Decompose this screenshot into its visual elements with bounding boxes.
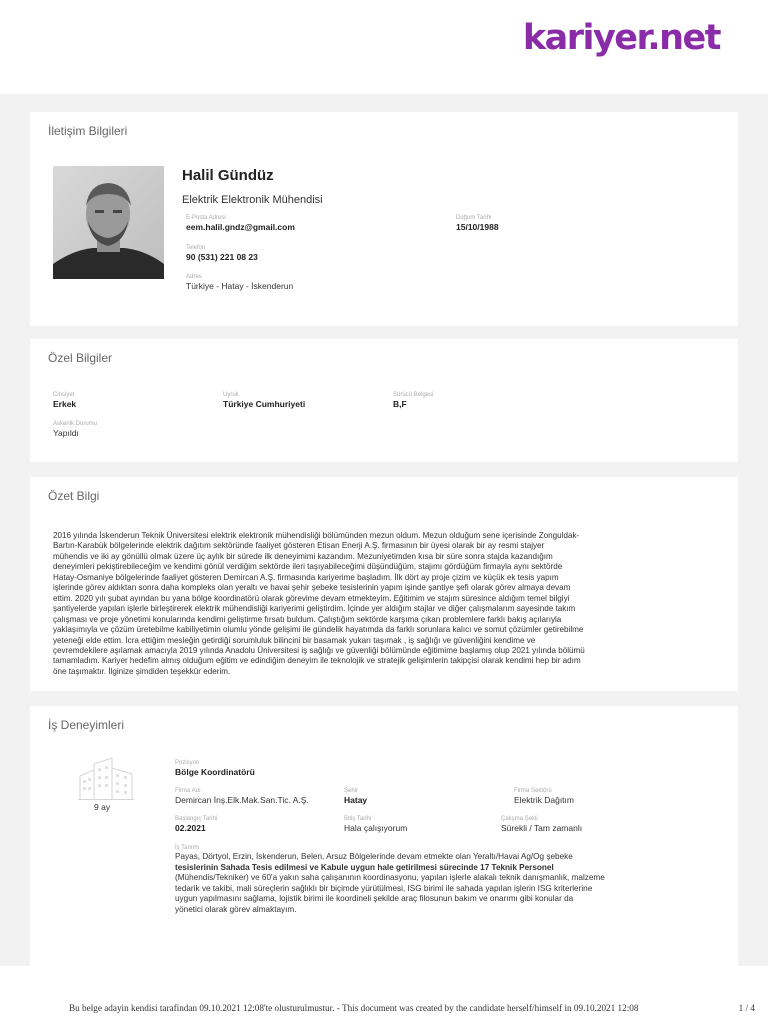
summary-card xyxy=(30,477,738,691)
experience-title: İş Deneyimleri xyxy=(48,718,125,732)
profile-photo-image xyxy=(53,166,164,279)
worktype-block xyxy=(501,816,582,833)
candidate-name: Halil Gündüz xyxy=(182,167,274,184)
page-number: 1 / 4 xyxy=(738,1003,755,1013)
sector-block xyxy=(514,788,574,805)
gender-label: Cinsiyet xyxy=(53,392,75,398)
summary-line: mühendis ve iki ay gönüllü olmak üzere üç aylık bir sürede ilk deneyimimi kazandım. Mezuniyetimden kısa bir süre sonra stajda kazandığım xyxy=(53,551,553,561)
license-block xyxy=(393,392,433,409)
summary-line: Bartın-Karabük bölgelerinde elektrik dağıtım sektöründe faaliyet gösteren Etisan Enerji A.Ş. firmasının bir üyesi olarak bir ay resmi stajyer xyxy=(53,541,545,551)
summary-line: çalışması ve proje yönetimi konularında kendimi geliştirme fırsatı buldum. Çalıştığım sektörde karşıma çıkan problemlere farklı bakış açılarıyla xyxy=(53,614,562,624)
license-label: Sürücü Belgesi xyxy=(393,392,434,398)
start-block xyxy=(175,816,217,833)
summary-line: çevremdekilere aşılamak amacıyla 2019 yılında Anadolu Üniversitesi iş sağlığı ve güvenliği bölümünde eğitimime başlamış olup 2021 yılında bölümü xyxy=(53,645,585,655)
nationality-value: Türkiye Cumhuriyeti xyxy=(223,399,306,409)
summary-line: şantiyelerde yapılan işlerle birleştirerek elektrik mühendisliği kariyerimi geliştirdim. İçinde yer aldığım stajlar ve diğer çalışmalarım sayesinde takım xyxy=(53,604,576,614)
summary-line: yaklaşımıyla ve çözüm üretebilme kabiliyetimin olumlu yönde gelişimi ile gündelik hayatımda da farklı sorunlara kalıcı ve somut çözümler getirebilme xyxy=(53,625,584,635)
summary-line: öne taşımaktır. İlginize şimdiden teşekkür ederim. xyxy=(53,666,231,676)
description-text xyxy=(175,852,715,915)
military-value: Yapıldı xyxy=(53,428,79,438)
start-label: Başlangıç Tarihi xyxy=(175,816,218,822)
city-block xyxy=(344,788,367,805)
email-block xyxy=(186,215,295,232)
phone-label: Telefon xyxy=(186,245,206,251)
summary-line: tamamladım. Kariyer hedefim almış olduğum eğitim ve edindiğim deneyim ile teknolojik ve stratejik gelişimlerin takipçisi olarak kendimi hep bir adım xyxy=(53,656,581,666)
position-value: Bölge Koordinatörü xyxy=(175,767,255,777)
email-value[interactable]: eem.halil.gndz@gmail.com xyxy=(186,222,295,232)
city-value: Hatay xyxy=(344,795,368,805)
start-value: 02.2021 xyxy=(175,823,206,833)
personal-title: Özel Bilgiler xyxy=(48,351,113,365)
phone-block xyxy=(186,245,258,262)
sector-label: Firma Sektörü xyxy=(514,788,552,794)
summary-line: deneyimleri pekiştirebileceğim ve kendimi gönül verdiğim sektörde ileri taşıyabileceğimi düşündüğüm, stajımı gördüğüm firmayla aynı sektörde xyxy=(53,562,563,572)
description-line: yönetici olarak görev almaktayım. xyxy=(175,904,297,914)
phone-value[interactable]: 90 (531) 221 08 23 xyxy=(186,252,258,262)
description-block xyxy=(175,845,715,915)
gender-block xyxy=(53,392,76,409)
footer xyxy=(0,966,768,1024)
summary-title: Özet Bilgi xyxy=(48,489,100,503)
top-bar xyxy=(0,0,768,94)
nationality-label: Uyruk xyxy=(223,392,239,398)
company-block xyxy=(175,788,309,805)
contact-title: İletişim Bilgileri xyxy=(48,124,128,138)
building-icon xyxy=(78,756,134,800)
candidate-job-title: Elektrik Elektronik Mühendisi xyxy=(182,194,323,206)
birth-label: Doğum Tarihi xyxy=(456,215,492,221)
description-line: tedarik ve takibi, mali süreçlerin sağlıklı bir biçimde yürütülmesi, ISG birimi ile sahada yapılan işlerin ISG kriterlerine xyxy=(175,883,593,893)
email-label: E-Posta Adresi xyxy=(186,215,226,221)
birth-value: 15/10/1988 xyxy=(456,222,499,232)
end-value: Hala çalışıyorum xyxy=(344,823,408,833)
description-line: (Mühendis/Tekniker) ve 60'a yakın saha çalışanının koordinasyonu, yapılan işlerle alakalı teknik danışmanlık, malzeme xyxy=(175,873,605,882)
description-line: uygun yapılmasını sağlama, lojistik birimi ile koordineli şekilde araç filosunun bakım ve onarımı gibi konular da xyxy=(175,894,574,903)
address-label: Adres xyxy=(186,274,202,280)
worktype-value: Sürekli / Tam zamanlı xyxy=(501,823,583,833)
position-block xyxy=(175,760,255,777)
company-value: Demircan İnş.Elk.Mak.San.Tic. A.Ş. xyxy=(175,795,309,805)
experience-duration: 9 ay xyxy=(94,802,111,812)
summary-line: yeteneği elde ettim. İcra ettiğim mesleğin getirdiği sorumluluk bilincini bir basamak yukarı taşımak , iş sağlığı ve güvenliğini kendime ve xyxy=(53,635,536,645)
summary-line: Hatay-Osmaniye bölgelerinde faaliyet gösteren Demircan A.Ş. firmasında kariyerime başladım. İlk dört ay proje çizim ve küçük ek tesis yapım xyxy=(53,572,559,582)
description-label: İş Tanımı xyxy=(175,845,200,851)
military-label: Askerlik Durumu xyxy=(53,421,98,427)
description-line: tesislerinin Sahada Tesis edilmesi ve Kabule uygun hale getirilmesi sürecinde 17 Teknik Personel xyxy=(175,862,554,872)
experience-card xyxy=(30,706,738,966)
footer-note: Bu belge adayin kendisi tarafindan 09.10.2021 12:08'te olusturulmustur. - This document was created by the candidate herself/himself in 09.10.2021 12:08 xyxy=(69,1003,639,1013)
city-label: Şehir xyxy=(344,788,359,794)
personal-card xyxy=(30,339,738,462)
profile-photo xyxy=(53,166,164,279)
worktype-label: Çalışma Şekli xyxy=(501,816,538,822)
sector-value: Elektrik Dağıtım xyxy=(514,795,574,805)
address-value: Türkiye - Hatay - İskenderun xyxy=(186,281,294,291)
end-label: Bitiş Tarihi xyxy=(344,816,372,822)
position-label: Pozisyon xyxy=(175,760,200,766)
license-value: B,F xyxy=(393,399,407,409)
description-line: Payas, Dörtyol, Erzin, İskenderun, Belen, Arsuz Bölgelerinde devam etmekte olan Yeraltı/Havai Ag/Og şebeke xyxy=(175,852,573,861)
nationality-block xyxy=(223,392,305,409)
summary-line: işlerinde görev aldıktan sonra daha kompleks olan yeraltı ve havai şehir şebeke tesislerinin yapım işinde şantiye şefi olarak görev almaya devam xyxy=(53,583,571,593)
military-block xyxy=(53,421,97,438)
birth-block xyxy=(456,215,499,232)
address-block xyxy=(186,274,293,291)
summary-line: 2016 yılında İskenderun Teknik Üniversitesi elektrik elektronik mühendisliği bölümünden mezun oldum. Mezun olduğum sene içerisinde Zonguldak- xyxy=(53,531,580,540)
contact-card xyxy=(30,112,738,326)
summary-text xyxy=(53,531,735,677)
kariyer-logo[interactable]: kariyer.net xyxy=(522,18,720,58)
company-label: Firma Adı xyxy=(175,788,201,794)
gender-value: Erkek xyxy=(53,399,77,409)
end-block xyxy=(344,816,407,833)
summary-line: ettim. 2020 yılı şubat ayından bu yana bölge koordinatörü olarak görevime devam etmekteyim. Eğitimim ve stajım süresince aldığım temel bilgiyi xyxy=(53,593,570,603)
